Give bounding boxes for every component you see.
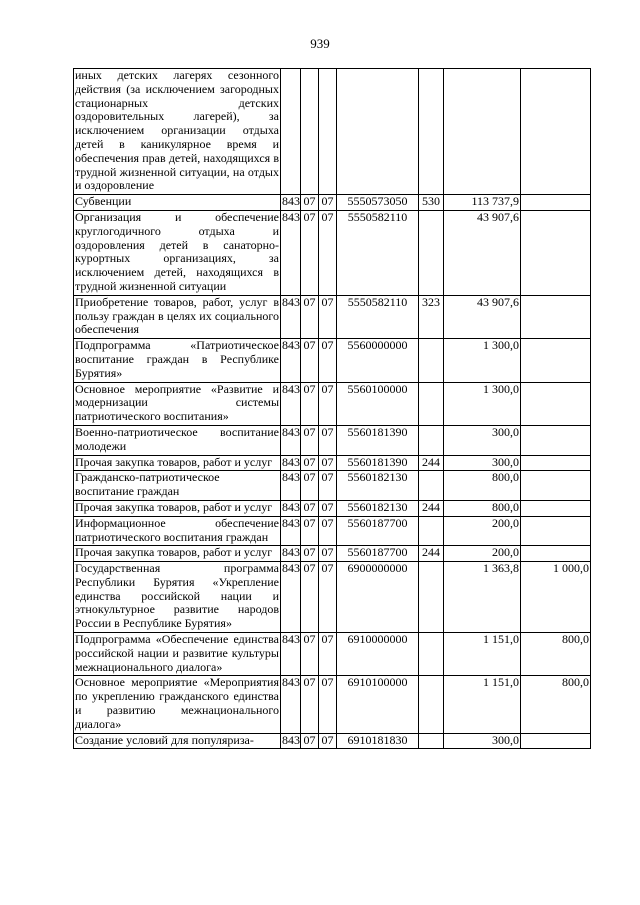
budget-table bbox=[73, 68, 591, 749]
table-row bbox=[74, 546, 591, 562]
cell-amount: 1 151,0 bbox=[444, 676, 521, 733]
cell-ministry-code: 843 bbox=[281, 500, 301, 516]
cell-amount: 200,0 bbox=[444, 516, 521, 546]
cell-ministry-code: 843 bbox=[281, 633, 301, 676]
cell-expense-type bbox=[419, 69, 444, 195]
cell-section-code: 07 bbox=[301, 546, 319, 562]
table-row bbox=[74, 500, 591, 516]
cell-ministry-code: 843 bbox=[281, 676, 301, 733]
cell-amount: 43 907,6 bbox=[444, 295, 521, 338]
cell-description: Организация и обеспечение круглогодичного отдыха и оздоровления детей в санаторно-курортных организациях, за исключением детей, находящихся в трудной жизненной ситуации bbox=[74, 210, 281, 295]
cell-ministry-code bbox=[281, 69, 301, 195]
cell-amount: 113 737,9 bbox=[444, 195, 521, 211]
cell-amount: 300,0 bbox=[444, 425, 521, 455]
cell-target-article: 6910000000 bbox=[337, 633, 419, 676]
cell-amount-federal bbox=[521, 425, 591, 455]
cell-expense-type bbox=[419, 676, 444, 733]
cell-description: Субвенции bbox=[74, 195, 281, 211]
cell-expense-type bbox=[419, 516, 444, 546]
cell-amount: 1 363,8 bbox=[444, 562, 521, 633]
cell-ministry-code: 843 bbox=[281, 455, 301, 471]
cell-target-article: 5550582110 bbox=[337, 295, 419, 338]
cell-amount: 1 300,0 bbox=[444, 382, 521, 425]
cell-subsection-code: 07 bbox=[319, 562, 337, 633]
cell-amount-federal bbox=[521, 516, 591, 546]
cell-amount: 300,0 bbox=[444, 455, 521, 471]
cell-amount-federal bbox=[521, 500, 591, 516]
cell-target-article: 5560187700 bbox=[337, 546, 419, 562]
cell-section-code: 07 bbox=[301, 295, 319, 338]
cell-description: Создание условий для популяриза- bbox=[74, 733, 281, 749]
cell-amount-federal bbox=[521, 69, 591, 195]
cell-target-article: 6900000000 bbox=[337, 562, 419, 633]
cell-ministry-code: 843 bbox=[281, 295, 301, 338]
cell-subsection-code: 07 bbox=[319, 425, 337, 455]
cell-expense-type: 323 bbox=[419, 295, 444, 338]
table-row bbox=[74, 676, 591, 733]
cell-target-article bbox=[337, 69, 419, 195]
cell-amount-federal bbox=[521, 339, 591, 382]
cell-amount-federal bbox=[521, 455, 591, 471]
cell-amount-federal: 800,0 bbox=[521, 633, 591, 676]
cell-amount-federal bbox=[521, 733, 591, 749]
cell-ministry-code: 843 bbox=[281, 210, 301, 295]
table-row bbox=[74, 633, 591, 676]
cell-ministry-code: 843 bbox=[281, 382, 301, 425]
cell-ministry-code: 843 bbox=[281, 425, 301, 455]
cell-subsection-code: 07 bbox=[319, 210, 337, 295]
cell-expense-type: 244 bbox=[419, 455, 444, 471]
cell-expense-type: 244 bbox=[419, 546, 444, 562]
cell-subsection-code: 07 bbox=[319, 633, 337, 676]
cell-expense-type: 244 bbox=[419, 500, 444, 516]
cell-amount-federal bbox=[521, 382, 591, 425]
cell-subsection-code bbox=[319, 69, 337, 195]
cell-amount-federal bbox=[521, 546, 591, 562]
cell-ministry-code: 843 bbox=[281, 471, 301, 501]
cell-target-article: 5560182130 bbox=[337, 500, 419, 516]
cell-expense-type bbox=[419, 471, 444, 501]
cell-amount: 800,0 bbox=[444, 471, 521, 501]
cell-subsection-code: 07 bbox=[319, 195, 337, 211]
table-row bbox=[74, 339, 591, 382]
cell-amount: 1 151,0 bbox=[444, 633, 521, 676]
cell-amount-federal bbox=[521, 471, 591, 501]
cell-expense-type bbox=[419, 425, 444, 455]
cell-description: иных детских лагерях сезонного действия (за исключением загородных стационарных детских оздоровительных лагерей), за исключением организации отдыха детей в каникулярное время и обеспечения прав детей, находящихся в трудной жизненной ситуации, на отдых и оздоровление bbox=[74, 69, 281, 195]
table-row bbox=[74, 69, 591, 195]
table-row bbox=[74, 562, 591, 633]
cell-description: Основное мероприятие «Развитие и модернизации системы патриотического воспитания» bbox=[74, 382, 281, 425]
table-row bbox=[74, 195, 591, 211]
cell-subsection-code: 07 bbox=[319, 733, 337, 749]
cell-amount-federal bbox=[521, 195, 591, 211]
cell-amount: 1 300,0 bbox=[444, 339, 521, 382]
cell-target-article: 5560187700 bbox=[337, 516, 419, 546]
cell-subsection-code: 07 bbox=[319, 516, 337, 546]
cell-subsection-code: 07 bbox=[319, 676, 337, 733]
cell-ministry-code: 843 bbox=[281, 195, 301, 211]
page-number: 939 bbox=[310, 36, 330, 51]
cell-description: Прочая закупка товаров, работ и услуг bbox=[74, 546, 281, 562]
cell-target-article: 5550582110 bbox=[337, 210, 419, 295]
cell-description: Государственная программа Республики Бурятия «Укрепление единства российской нации и этнокультурное развитие народов России в Республике Бурятия» bbox=[74, 562, 281, 633]
cell-target-article: 5550573050 bbox=[337, 195, 419, 211]
cell-section-code: 07 bbox=[301, 500, 319, 516]
cell-amount-federal bbox=[521, 295, 591, 338]
cell-description: Информационное обеспечение патриотического воспитания граждан bbox=[74, 516, 281, 546]
cell-ministry-code: 843 bbox=[281, 733, 301, 749]
cell-description: Основное мероприятие «Мероприятия по укреплению гражданского единства и развитию межнационального диалога» bbox=[74, 676, 281, 733]
table-row bbox=[74, 455, 591, 471]
cell-ministry-code: 843 bbox=[281, 546, 301, 562]
table-row bbox=[74, 425, 591, 455]
cell-amount: 300,0 bbox=[444, 733, 521, 749]
cell-description: Прочая закупка товаров, работ и услуг bbox=[74, 500, 281, 516]
cell-expense-type bbox=[419, 382, 444, 425]
cell-subsection-code: 07 bbox=[319, 339, 337, 382]
cell-target-article: 5560000000 bbox=[337, 339, 419, 382]
cell-section-code: 07 bbox=[301, 455, 319, 471]
table-body bbox=[74, 69, 591, 749]
cell-subsection-code: 07 bbox=[319, 295, 337, 338]
cell-target-article: 5560181390 bbox=[337, 455, 419, 471]
cell-section-code: 07 bbox=[301, 339, 319, 382]
cell-target-article: 6910181830 bbox=[337, 733, 419, 749]
cell-description: Подпрограмма «Патриотическое воспитание граждан в Республике Бурятия» bbox=[74, 339, 281, 382]
cell-expense-type bbox=[419, 562, 444, 633]
cell-description: Военно-патриотическое воспитание молодежи bbox=[74, 425, 281, 455]
cell-description: Прочая закупка товаров, работ и услуг bbox=[74, 455, 281, 471]
cell-amount-federal: 800,0 bbox=[521, 676, 591, 733]
cell-section-code bbox=[301, 69, 319, 195]
cell-section-code: 07 bbox=[301, 633, 319, 676]
cell-subsection-code: 07 bbox=[319, 455, 337, 471]
cell-amount: 800,0 bbox=[444, 500, 521, 516]
cell-ministry-code: 843 bbox=[281, 516, 301, 546]
cell-expense-type bbox=[419, 733, 444, 749]
table-row bbox=[74, 210, 591, 295]
cell-expense-type: 530 bbox=[419, 195, 444, 211]
cell-amount-federal bbox=[521, 210, 591, 295]
cell-ministry-code: 843 bbox=[281, 339, 301, 382]
cell-target-article: 5560181390 bbox=[337, 425, 419, 455]
cell-subsection-code: 07 bbox=[319, 382, 337, 425]
cell-expense-type bbox=[419, 210, 444, 295]
table-row bbox=[74, 295, 591, 338]
cell-section-code: 07 bbox=[301, 382, 319, 425]
cell-subsection-code: 07 bbox=[319, 500, 337, 516]
cell-target-article: 6910100000 bbox=[337, 676, 419, 733]
cell-subsection-code: 07 bbox=[319, 471, 337, 501]
cell-target-article: 5560182130 bbox=[337, 471, 419, 501]
cell-section-code: 07 bbox=[301, 210, 319, 295]
cell-section-code: 07 bbox=[301, 425, 319, 455]
table-row bbox=[74, 516, 591, 546]
cell-section-code: 07 bbox=[301, 195, 319, 211]
cell-expense-type bbox=[419, 633, 444, 676]
cell-amount bbox=[444, 69, 521, 195]
table-row bbox=[74, 733, 591, 749]
cell-description: Подпрограмма «Обеспечение единства российской нации и развитие культуры межнационального диалога» bbox=[74, 633, 281, 676]
table-row bbox=[74, 471, 591, 501]
cell-subsection-code: 07 bbox=[319, 546, 337, 562]
cell-amount: 200,0 bbox=[444, 546, 521, 562]
cell-description: Приобретение товаров, работ, услуг в пользу граждан в целях их социального обеспечения bbox=[74, 295, 281, 338]
cell-amount: 43 907,6 bbox=[444, 210, 521, 295]
cell-section-code: 07 bbox=[301, 562, 319, 633]
cell-section-code: 07 bbox=[301, 516, 319, 546]
cell-description: Гражданско-патриотическое воспитание граждан bbox=[74, 471, 281, 501]
cell-section-code: 07 bbox=[301, 733, 319, 749]
cell-target-article: 5560100000 bbox=[337, 382, 419, 425]
cell-ministry-code: 843 bbox=[281, 562, 301, 633]
cell-expense-type bbox=[419, 339, 444, 382]
cell-section-code: 07 bbox=[301, 471, 319, 501]
cell-section-code: 07 bbox=[301, 676, 319, 733]
table-row bbox=[74, 382, 591, 425]
cell-amount-federal: 1 000,0 bbox=[521, 562, 591, 633]
